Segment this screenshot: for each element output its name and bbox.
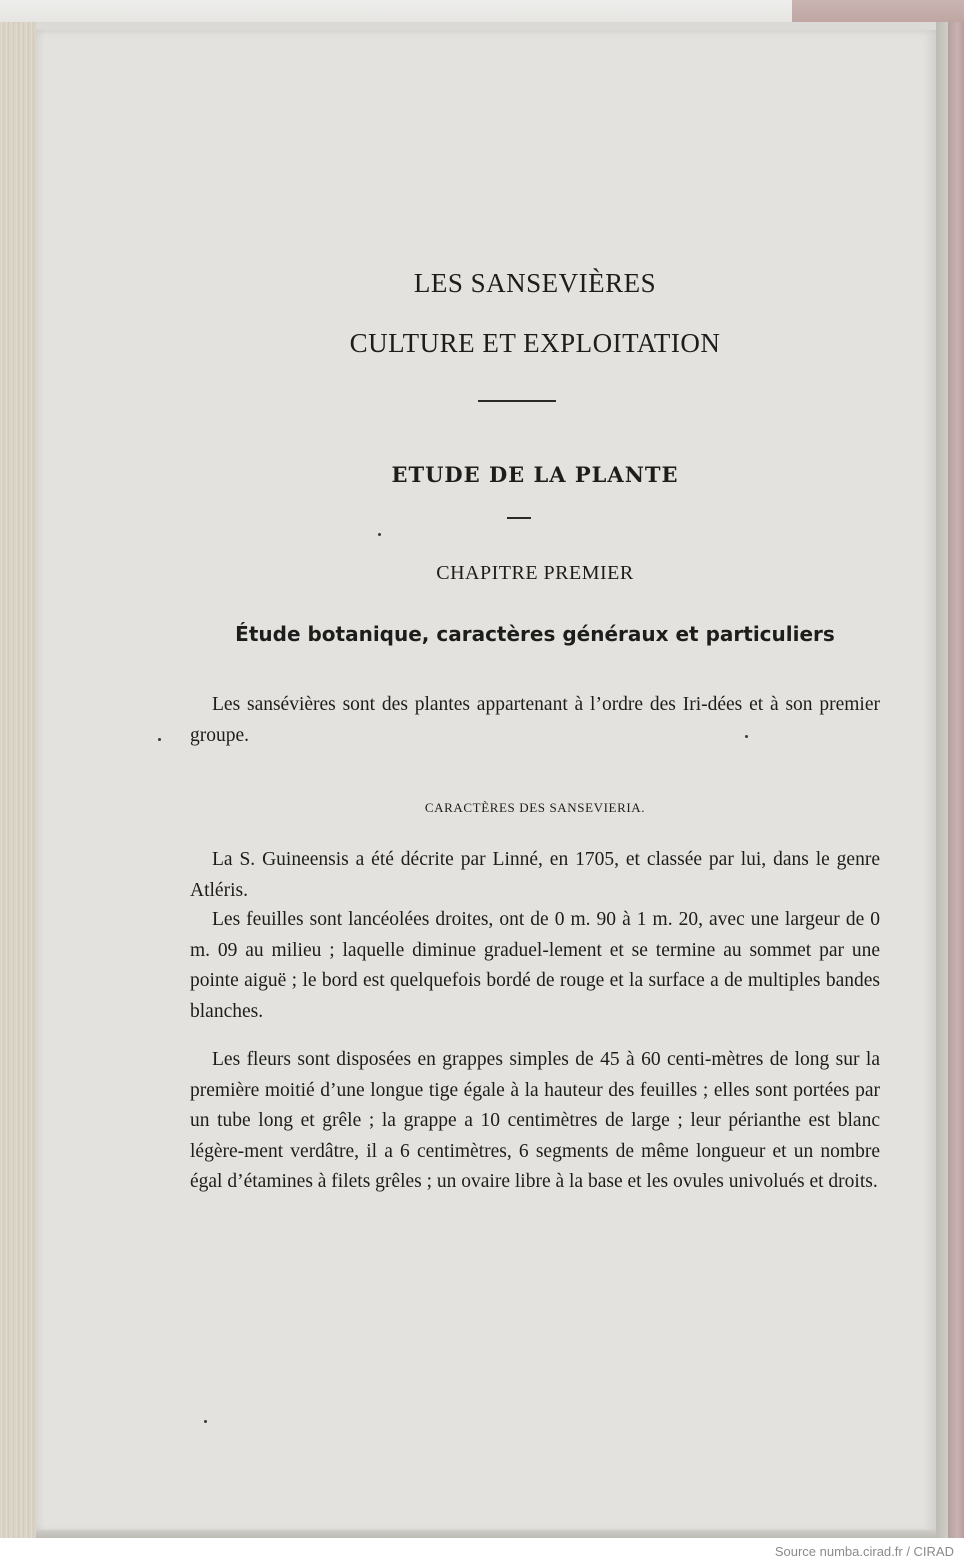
section-title: ETUDE DE LA PLANTE: [391, 462, 679, 487]
cover-edge-top: [792, 0, 964, 22]
book-title-line2: CULTURE ET EXPLOITATION: [349, 328, 721, 358]
subheading: CARACTÈRES DES SANSEVIERIA.: [424, 800, 646, 815]
book-page: [36, 30, 936, 1532]
source-credit: Source numba.cirad.fr / CIRAD: [774, 1544, 954, 1559]
page-bottom-shadow: [36, 1530, 936, 1538]
cover-edge-right: [948, 22, 964, 1538]
body-paragraph: La S. Guineensis a été décrite par Linné, en 1705, et classée par lui, dans le genre Atléris.: [190, 849, 880, 901]
title-divider: [478, 400, 556, 402]
body-paragraph: Les feuilles sont lancéolées droites, ont de 0 m. 90 à 1 m. 20, avec une largeur de 0 m. 09 au milieu ; laquelle diminue graduel-lement et se termine au sommet par une pointe aiguë ; le bord est quelquefois bordé de rouge et la surface a de multiples bandes blanches.: [190, 909, 880, 1022]
ink-speck: [204, 1420, 207, 1423]
body-paragraph: Les fleurs sont disposées en grappes simples de 45 à 60 centi-mètres de long sur la première moitié d’une longue tige égale à la hauteur des feuilles ; elles sont portées par un tube long et grêle ; la grappe a 10 centimètres de large ; leur périanthe est blanc légère-ment verdâtre, il a 6 centimètres, 6 segments de même longueur et un nombre égal d’étamines à filets grêles ; un ovaire libre à la base et les ovules univolués et droits.: [190, 1049, 880, 1192]
section-divider: [507, 517, 531, 519]
book-title-line1: LES SANSEVIÈRES: [413, 268, 657, 298]
ink-speck: [745, 735, 748, 738]
ink-speck: [378, 533, 381, 536]
chapter-subtitle: Étude botanique, caractères généraux et particuliers: [235, 622, 835, 646]
intro-paragraph: Les sansévières sont des plantes appartenant à l’ordre des Iri-dées et à son premier groupe.: [190, 694, 880, 746]
chapter-heading: CHAPITRE PREMIER: [436, 562, 634, 584]
page-stack-edge: [0, 22, 36, 1538]
ink-speck: [158, 738, 161, 741]
